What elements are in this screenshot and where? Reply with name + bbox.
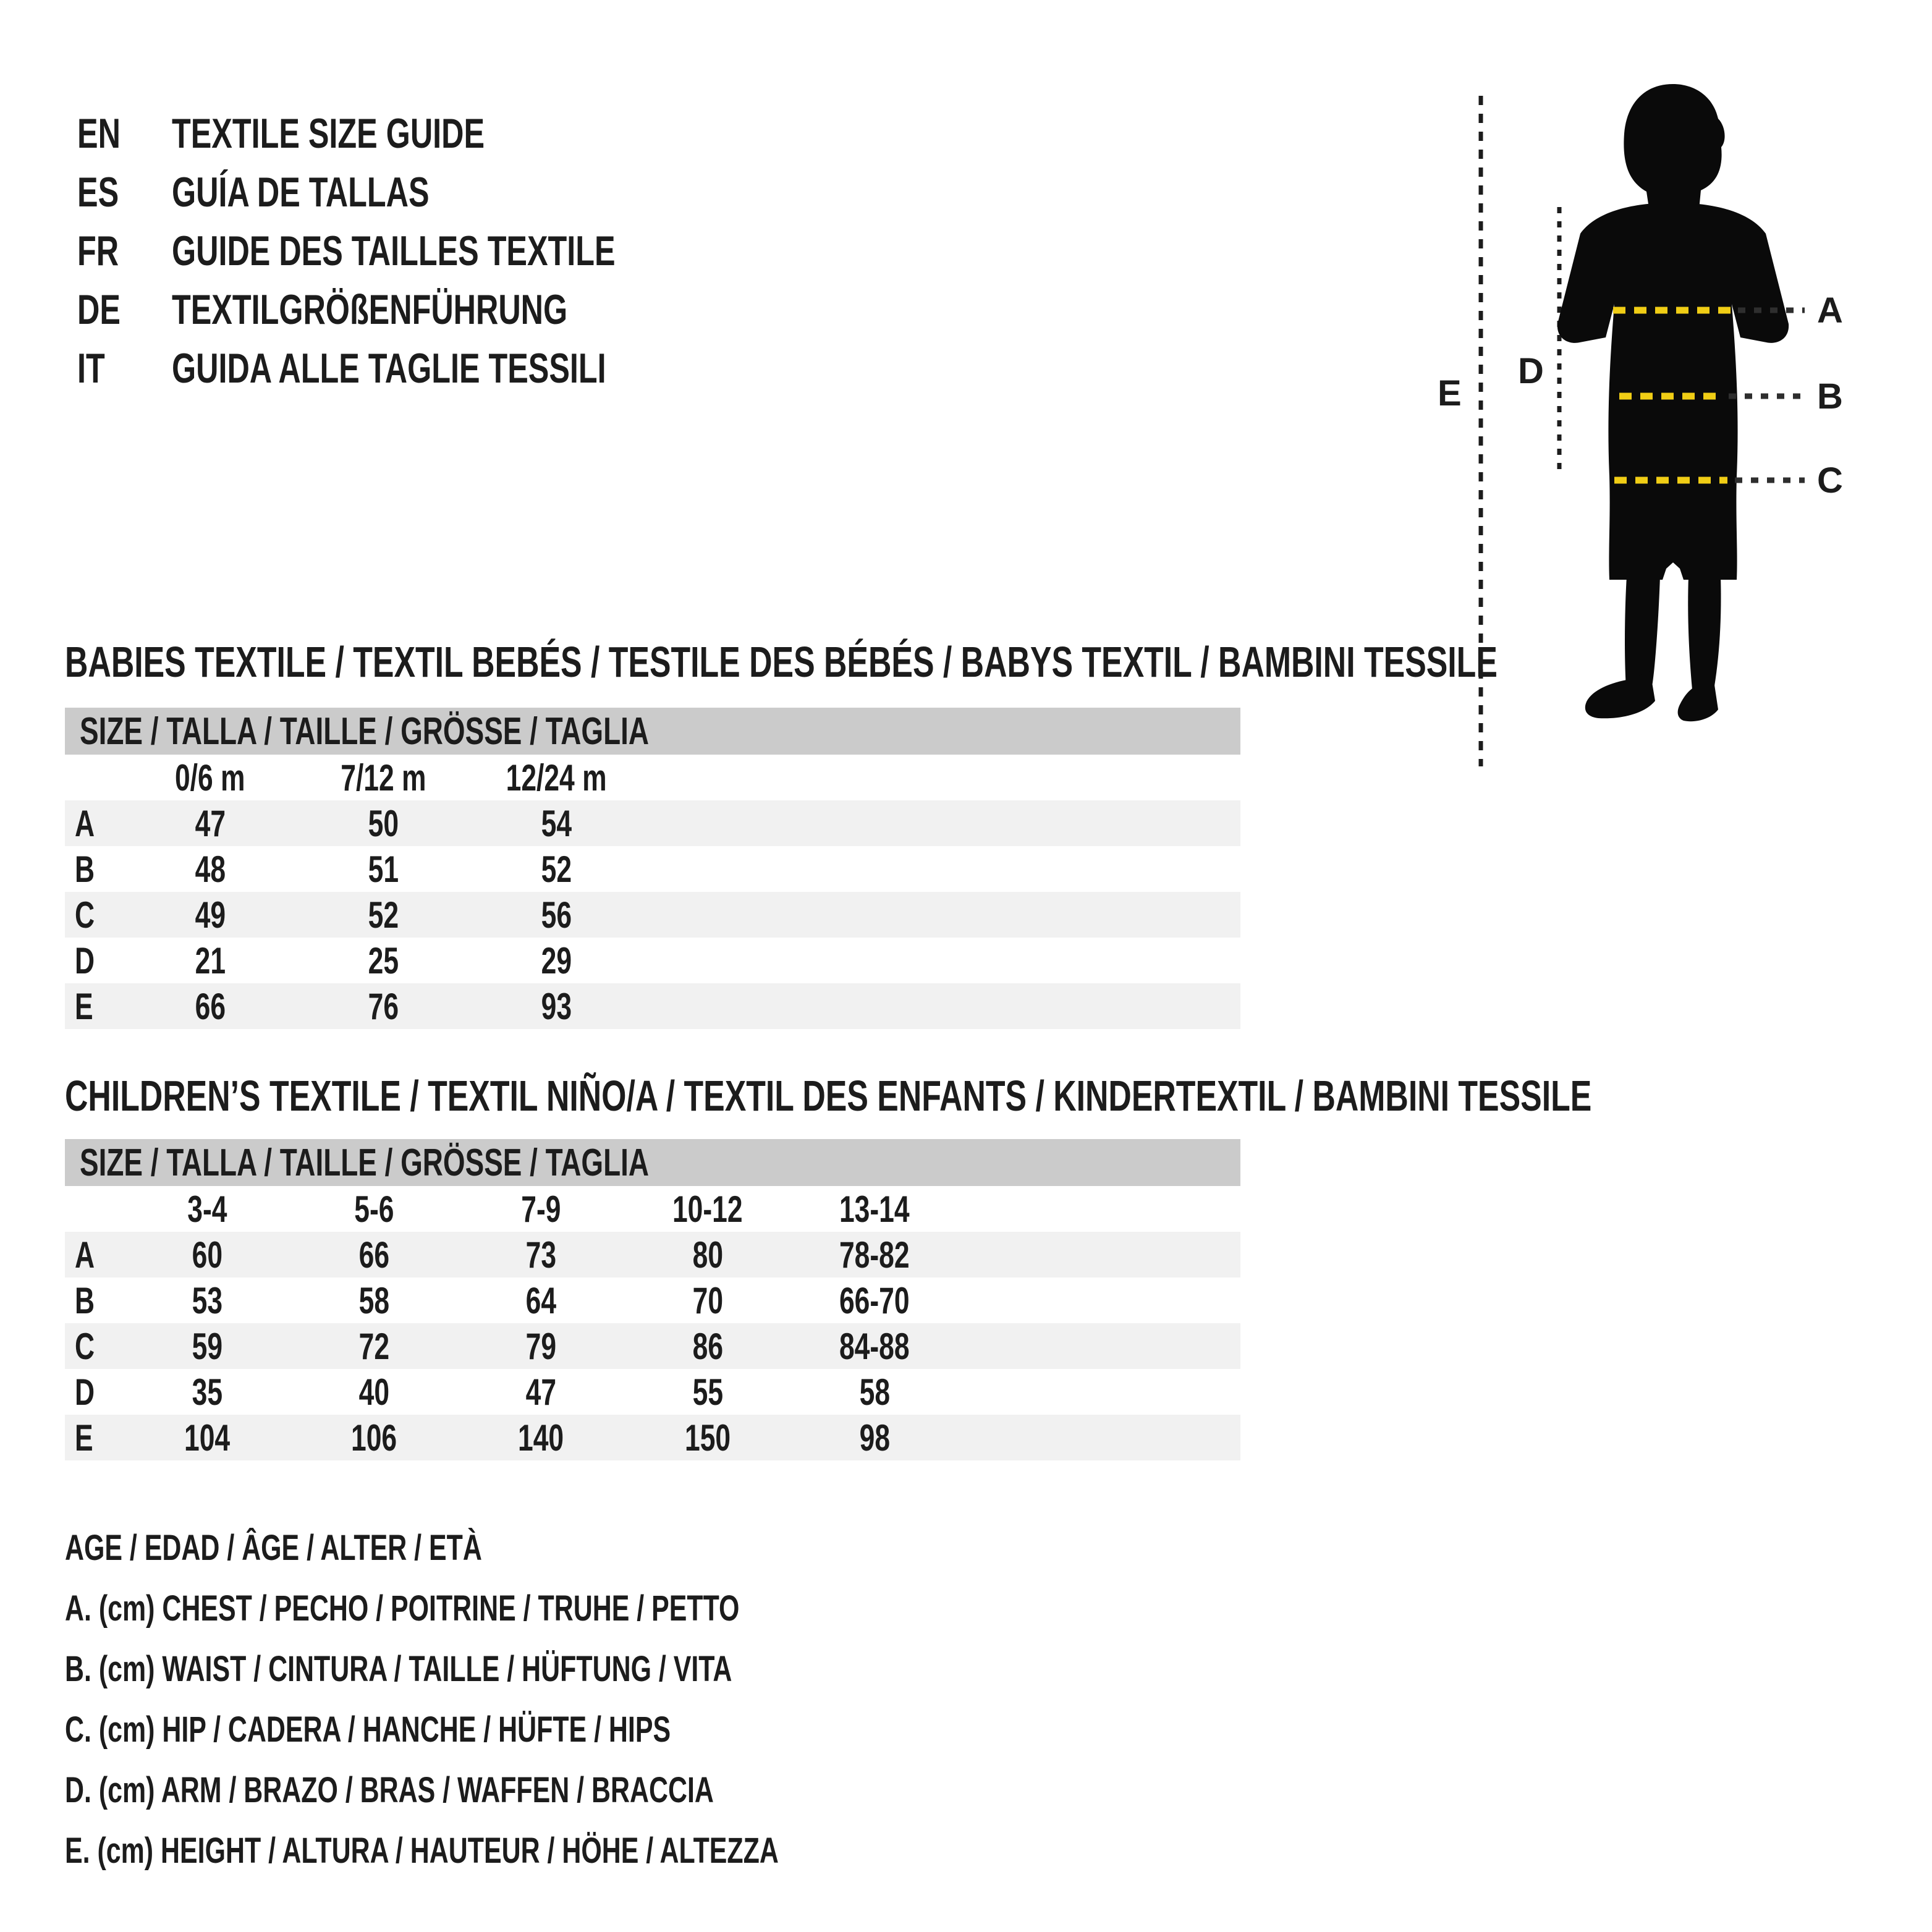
row-label-text: C (75, 1325, 95, 1367)
row-label (65, 894, 124, 936)
children-size-bar (65, 1139, 1240, 1186)
size-value-cell (470, 894, 643, 936)
size-value-cell (791, 1371, 958, 1413)
language-code: ES (77, 168, 119, 216)
size-value-cell (124, 1325, 290, 1368)
language-code: EN (77, 109, 121, 157)
size-value: 98 (859, 1417, 890, 1459)
legend-line-hip (65, 1699, 1030, 1760)
table-row (65, 1232, 1240, 1277)
size-value: 104 (184, 1417, 231, 1459)
legend-line-height (65, 1820, 1030, 1881)
size-value-cell (297, 848, 470, 891)
size-value: 47 (195, 802, 226, 844)
row-label (65, 1371, 124, 1413)
size-value: 84-88 (839, 1325, 910, 1367)
column-header-text: 12/24 m (506, 756, 607, 799)
size-value: 49 (195, 894, 226, 936)
child-silhouette-icon (1557, 84, 1789, 721)
legend-text: AGE / EDAD / ÂGE / ALTER / ETÀ (65, 1527, 482, 1568)
size-value-cell (791, 1325, 958, 1368)
language-line (77, 339, 771, 397)
size-value: 21 (195, 939, 226, 981)
language-header (77, 104, 771, 397)
table-row (65, 938, 1240, 983)
guide-title: GUIDE DES TAILLES TEXTILE (172, 227, 616, 274)
row-label (65, 802, 124, 845)
row-label-text: D (75, 939, 95, 981)
size-value: 150 (684, 1417, 731, 1459)
column-header (624, 1188, 791, 1231)
row-label (65, 1279, 124, 1322)
size-value: 59 (192, 1325, 222, 1367)
size-value-cell (290, 1325, 457, 1368)
size-value: 64 (525, 1279, 556, 1321)
row-label-text: C (75, 894, 95, 936)
language-line (77, 104, 771, 163)
guide-title: TEXTILE SIZE GUIDE (172, 109, 485, 157)
size-value-cell (124, 894, 297, 936)
children-size-bar-text: SIZE / TALLA / TAILLE / GRÖSSE / TAGLIA (80, 1141, 649, 1184)
size-value: 66-70 (839, 1279, 910, 1321)
language-code: DE (77, 286, 121, 333)
row-label-text: B (75, 848, 95, 890)
column-header-text: 5-6 (354, 1188, 394, 1230)
guide-title: GUIDA ALLE TAGLIE TESSILI (172, 344, 606, 392)
size-value: 53 (192, 1279, 222, 1321)
size-value-cell (624, 1417, 791, 1459)
language-line (77, 221, 771, 280)
column-header (791, 1188, 958, 1231)
table-row (65, 846, 1240, 892)
size-value: 79 (525, 1325, 556, 1367)
column-header (297, 756, 470, 799)
size-value-cell (457, 1325, 624, 1368)
arm-label: D (1518, 351, 1544, 391)
size-value: 40 (358, 1371, 389, 1413)
row-label-text: B (75, 1279, 95, 1321)
table-row (65, 892, 1240, 938)
children-section-heading (65, 1072, 1932, 1120)
size-value: 56 (541, 894, 572, 936)
table-row (65, 1323, 1240, 1369)
size-value-cell (297, 802, 470, 845)
size-value-cell (470, 985, 643, 1028)
language-code: IT (77, 344, 105, 392)
size-value: 55 (692, 1371, 723, 1413)
language-line (77, 163, 771, 221)
row-label (65, 939, 124, 982)
size-value-cell (470, 802, 643, 845)
size-value: 50 (368, 802, 399, 844)
column-header (124, 1188, 290, 1231)
size-value-cell (124, 1371, 290, 1413)
size-value: 80 (692, 1234, 723, 1276)
size-value: 35 (192, 1371, 222, 1413)
guide-title: GUÍA DE TALLAS (172, 168, 430, 216)
row-label-text: D (75, 1371, 95, 1413)
column-header (457, 1188, 624, 1231)
size-value-cell (297, 939, 470, 982)
column-header-text: 7-9 (520, 1188, 561, 1230)
legend-text: A. (cm) CHEST / PECHO / POITRINE / TRUHE / PETTO (65, 1588, 740, 1629)
table-row (65, 1369, 1240, 1415)
legend-text: C. (cm) HIP / CADERA / HANCHE / HÜFTE / HIPS (65, 1709, 671, 1750)
size-value: 29 (541, 939, 572, 981)
column-header (470, 756, 643, 799)
size-value-cell (124, 1279, 290, 1322)
size-value-cell (457, 1279, 624, 1322)
size-value: 106 (350, 1417, 397, 1459)
size-value: 78-82 (839, 1234, 910, 1276)
size-value: 73 (525, 1234, 556, 1276)
chest-label: A (1817, 290, 1843, 331)
size-value: 25 (368, 939, 399, 981)
legend-text: E. (cm) HEIGHT / ALTURA / HAUTEUR / HÖHE / ALTEZZA (65, 1830, 779, 1871)
language-line (77, 280, 771, 339)
waist-label: B (1817, 376, 1843, 417)
column-header-text: 13-14 (839, 1188, 910, 1230)
row-label (65, 985, 124, 1028)
size-value: 66 (195, 985, 226, 1027)
table-row (65, 1277, 1240, 1323)
row-label-text: E (75, 985, 93, 1027)
size-value-cell (791, 1234, 958, 1276)
size-value-cell (124, 848, 297, 891)
size-value-cell (124, 802, 297, 845)
legend-text: D. (cm) ARM / BRAZO / BRAS / WAFFEN / BRACCIA (65, 1769, 714, 1810)
table-header-row (65, 755, 1240, 800)
size-value-cell (457, 1234, 624, 1276)
size-value-cell (124, 1417, 290, 1459)
size-value: 58 (859, 1371, 890, 1413)
row-label-text: A (75, 802, 95, 844)
language-code: FR (77, 227, 119, 274)
row-label (65, 848, 124, 891)
size-value-cell (124, 939, 297, 982)
size-value-cell (297, 985, 470, 1028)
measurement-legend (65, 1517, 1030, 1881)
children-size-table (65, 1186, 1240, 1460)
table-row (65, 983, 1240, 1029)
babies-size-bar (65, 708, 1240, 755)
row-label (65, 1325, 124, 1368)
size-value: 70 (692, 1279, 723, 1321)
row-label-text: E (75, 1417, 93, 1459)
size-value: 52 (368, 894, 399, 936)
size-value: 54 (541, 802, 572, 844)
legend-line-arm (65, 1760, 1030, 1820)
size-value: 48 (195, 848, 226, 890)
size-value-cell (290, 1234, 457, 1276)
size-value: 51 (368, 848, 399, 890)
guide-title: TEXTILGRÖßENFÜHRUNG (172, 286, 568, 333)
size-value-cell (290, 1371, 457, 1413)
size-value-cell (457, 1417, 624, 1459)
babies-section-heading (65, 640, 1932, 684)
table-row (65, 800, 1240, 846)
size-value-cell (791, 1279, 958, 1322)
table-row (65, 1415, 1240, 1460)
hip-label: C (1817, 460, 1843, 501)
column-header-text: 10-12 (672, 1188, 743, 1230)
size-value: 52 (541, 848, 572, 890)
children-section-heading-text: CHILDREN’S TEXTILE / TEXTIL NIÑO/A / TEXTIL DES ENFANTS / KINDERTEXTIL / BAMBINI TESSILE (65, 1072, 1592, 1120)
column-header-text: 0/6 m (175, 756, 245, 799)
size-value: 72 (358, 1325, 389, 1367)
size-value-cell (290, 1417, 457, 1459)
size-value: 140 (517, 1417, 564, 1459)
row-label (65, 1417, 124, 1459)
size-value: 76 (368, 985, 399, 1027)
babies-size-bar-text: SIZE / TALLA / TAILLE / GRÖSSE / TAGLIA (80, 710, 649, 753)
column-header (124, 756, 297, 799)
size-value-cell (297, 894, 470, 936)
legend-line-waist (65, 1638, 1030, 1699)
size-value-cell (791, 1417, 958, 1459)
column-header (290, 1188, 457, 1231)
legend-line-chest (65, 1578, 1030, 1638)
size-value: 58 (358, 1279, 389, 1321)
size-value: 93 (541, 985, 572, 1027)
column-header-text: 3-4 (187, 1188, 227, 1230)
table-header-row (65, 1186, 1240, 1232)
size-value-cell (457, 1371, 624, 1413)
size-value: 66 (358, 1234, 389, 1276)
size-value-cell (124, 985, 297, 1028)
babies-section-heading-text: BABIES TEXTILE / TEXTIL BEBÉS / TESTILE DES BÉBÉS / BABYS TEXTIL / BAMBINI TESSILE (65, 638, 1498, 686)
row-label (65, 1234, 124, 1276)
size-value-cell (290, 1279, 457, 1322)
babies-size-table (65, 755, 1240, 1029)
size-value-cell (624, 1279, 791, 1322)
size-value-cell (124, 1234, 290, 1276)
size-value-cell (470, 939, 643, 982)
size-value-cell (470, 848, 643, 891)
legend-text: B. (cm) WAIST / CINTURA / TAILLE / HÜFTUNG / VITA (65, 1648, 732, 1689)
column-header-text: 7/12 m (340, 756, 426, 799)
row-label-text: A (75, 1234, 95, 1276)
size-value: 86 (692, 1325, 723, 1367)
size-value-cell (624, 1234, 791, 1276)
size-value: 60 (192, 1234, 222, 1276)
size-value: 47 (525, 1371, 556, 1413)
height-label: E (1438, 373, 1462, 413)
size-value-cell (624, 1325, 791, 1368)
legend-line-age (65, 1517, 1030, 1578)
size-value-cell (624, 1371, 791, 1413)
